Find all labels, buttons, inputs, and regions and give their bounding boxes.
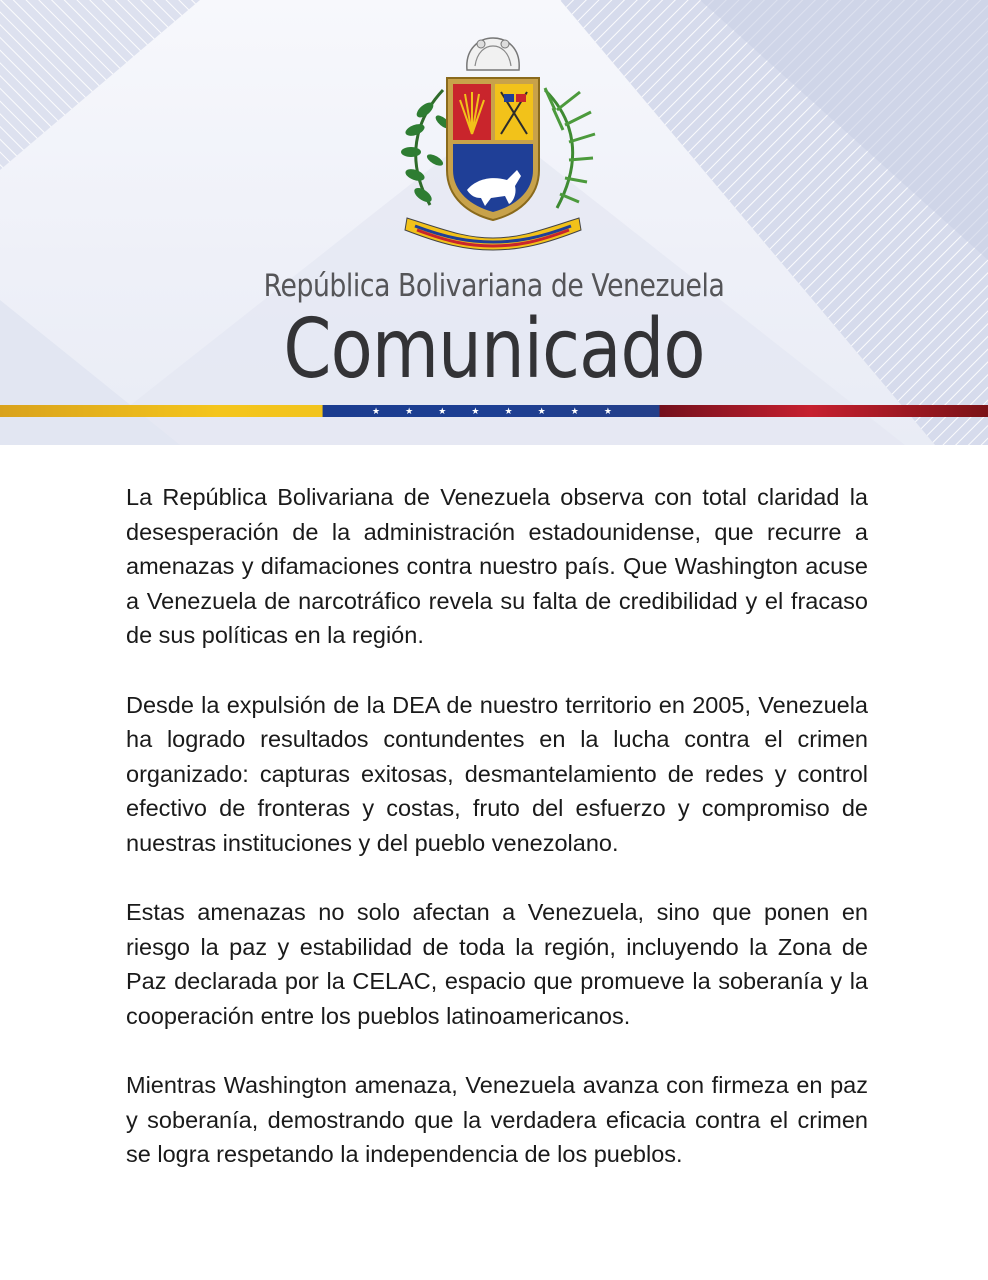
star-icon: ★ bbox=[372, 406, 381, 416]
star-icon: ★ bbox=[603, 406, 612, 416]
coat-of-arms-icon bbox=[385, 30, 600, 260]
flag-stars bbox=[372, 405, 612, 417]
paragraph-1: La República Bolivariana de Venezuela observa con total claridad la desesperación de la administración estadounidense, que recurre a amenazas y difamaciones contra nuestro país. Que Washington acuse a Venezuela de narcotráfico revela su falta de credibilidad y el fracaso de sus políticas en la región. bbox=[126, 484, 868, 648]
star-icon: ★ bbox=[537, 406, 546, 416]
paragraph-3: Estas amenazas no solo afectan a Venezuela, sino que ponen en riesgo la paz y estabilidad de toda la región, incluyendo la Zona de Paz declarada por la CELAC, espacio que promueve la soberanía y la cooperación entre los pueblos latinoamericanos. bbox=[126, 899, 868, 1029]
document-title: Comunicado bbox=[283, 302, 705, 397]
star-icon: ★ bbox=[504, 406, 513, 416]
star-icon: ★ bbox=[438, 406, 447, 416]
star-icon: ★ bbox=[471, 406, 480, 416]
paragraph-4: Mientras Washington amenaza, Venezuela avanza con firmeza en paz y soberanía, demostrando que la verdadera eficacia contra el crimen se logra respetando la independencia de los pueblos. bbox=[126, 1072, 868, 1167]
communique-body bbox=[126, 480, 868, 1207]
country-name: República Bolivariana de Venezuela bbox=[263, 268, 725, 304]
paragraph-2: Desde la expulsión de la DEA de nuestro territorio en 2005, Venezuela ha logrado resultados contundentes en la lucha contra el crimen organizado: capturas exitosas, desmantelamiento de redes y control efectivo de fronteras y costas, fruto del esfuerzo y compromiso de nuestras instituciones y del pueblo venezolano. bbox=[126, 691, 868, 856]
header-banner bbox=[0, 0, 988, 445]
star-icon: ★ bbox=[405, 406, 414, 416]
star-icon: ★ bbox=[570, 406, 579, 416]
